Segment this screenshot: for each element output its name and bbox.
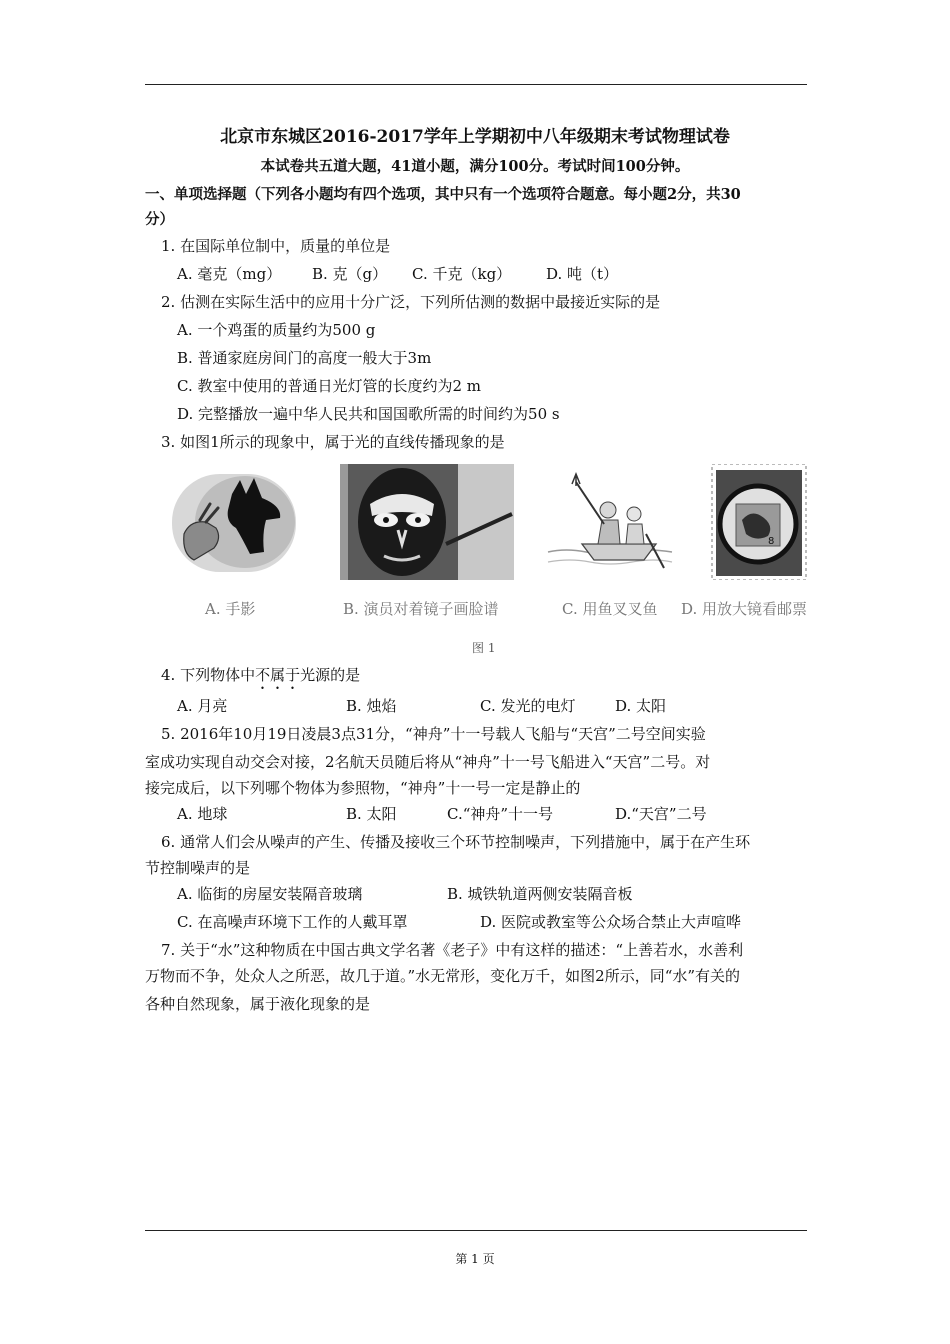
- question-5-line-2: 室成功实现自动交会对接，2名航天员随后将从“神舟”十一号飞船进入“天宫”二号。对: [145, 753, 711, 771]
- figure-magnifier-stamp: [708, 464, 810, 580]
- question-7-line-3: 各种自然现象，属于液化现象的是: [145, 995, 371, 1013]
- q4-option-c: C. 发光的电灯: [480, 697, 576, 715]
- question-4-stem: [161, 665, 360, 693]
- figure-1-label: 图 1: [472, 641, 496, 655]
- section-heading: 一、单项选择题（下列各小题均有四个选项，其中只有一个选项符合题意。每小题2分，共30: [145, 186, 741, 203]
- q1-option-d: D. 吨（t）: [546, 265, 619, 283]
- question-3-stem: 3. 如图1所示的现象中，属于光的直线传播现象的是: [161, 433, 505, 451]
- page-number: 第 1 页: [455, 1252, 495, 1266]
- caption-c: C. 用鱼叉叉鱼: [562, 600, 658, 618]
- q4-stem-start: 4. 下列物体中: [161, 666, 256, 684]
- q6-option-d: D. 医院或教室等公众场合禁止大声喧哗: [480, 913, 742, 931]
- page-title: 北京市东城区2016-2017学年上学期初中八年级期末考试物理试卷: [220, 127, 730, 147]
- figure-hand-shadow: [170, 464, 298, 580]
- q4-option-d: D. 太阳: [615, 697, 667, 715]
- q5-option-c: C.“神舟”十一号: [447, 805, 554, 823]
- q2-option-b: B. 普通家庭房间门的高度一般大于3m: [177, 349, 432, 367]
- svg-text:8: 8: [768, 536, 775, 547]
- figure-opera-mirror: [340, 464, 514, 580]
- figure-fish-spear: [546, 464, 674, 580]
- section-heading-cont: 分）: [145, 211, 174, 228]
- header-rule: [145, 84, 807, 85]
- q6-option-c: C. 在高噪声环境下工作的人戴耳罩: [177, 913, 408, 931]
- caption-d: D. 用放大镜看邮票: [681, 600, 808, 618]
- q1-option-b: B. 克（g）: [312, 265, 388, 283]
- q1-option-c: C. 千克（kg）: [412, 265, 512, 283]
- question-6-line-1: 6. 通常人们会从噪声的产生、传播及接收三个环节控制噪声，下列措施中，属于在产生环: [161, 833, 751, 851]
- q6-option-a: A. 临街的房屋安装隔音玻璃: [177, 885, 363, 903]
- q5-option-d: D.“天宫”二号: [615, 805, 707, 823]
- q2-option-c: C. 教室中使用的普通日光灯管的长度约为2 m: [177, 377, 482, 395]
- q6-option-b: B. 城铁轨道两侧安装隔音板: [447, 885, 633, 903]
- caption-a: A. 手影: [205, 600, 256, 618]
- q5-option-a: A. 地球: [177, 805, 228, 823]
- q4-option-b: B. 烛焰: [346, 697, 397, 715]
- q1-option-a: A. 毫克（mg）: [177, 265, 282, 283]
- caption-b: B. 演员对着镜子画脸谱: [343, 600, 499, 618]
- question-2-stem: 2. 估测在实际生活中的应用十分广泛，下列所估测的数据中最接近实际的是: [161, 293, 661, 311]
- question-5-line-3: 接完成后，以下列哪个物体为参照物，“神舟”十一号一定是静止的: [145, 779, 581, 797]
- footer-rule: [145, 1230, 807, 1231]
- q5-option-b: B. 太阳: [346, 805, 397, 823]
- question-6-line-2: 节控制噪声的是: [145, 859, 251, 877]
- q4-stem-emphasis: 不属于: [255, 666, 301, 684]
- question-5-line-1: 5. 2016年10月19日凌晨3点31分，“神舟”十一号载人飞船与“天宫”二号空间实验: [161, 725, 706, 743]
- q2-option-d: D. 完整播放一遍中华人民共和国国歌所需的时间约为50 s: [177, 405, 560, 423]
- question-1-stem: 1. 在国际单位制中，质量的单位是: [161, 237, 391, 255]
- q4-stem-end: 光源的是: [300, 666, 361, 684]
- q4-option-a: A. 月亮: [177, 697, 228, 715]
- q2-option-a: A. 一个鸡蛋的质量约为500 g: [177, 321, 376, 339]
- question-7-line-2: 万物而不争，处众人之所恶，故几于道。”水无常形，变化万千，如图2所示，同“水”有关的: [145, 967, 741, 985]
- question-7-line-1: 7. 关于“水”这种物质在中国古典文学名著《老子》中有这样的描述：“上善若水，水善利: [161, 941, 744, 959]
- exam-instructions: 本试卷共五道大题，41道小题，满分100分。考试时间100分钟。: [260, 158, 690, 175]
